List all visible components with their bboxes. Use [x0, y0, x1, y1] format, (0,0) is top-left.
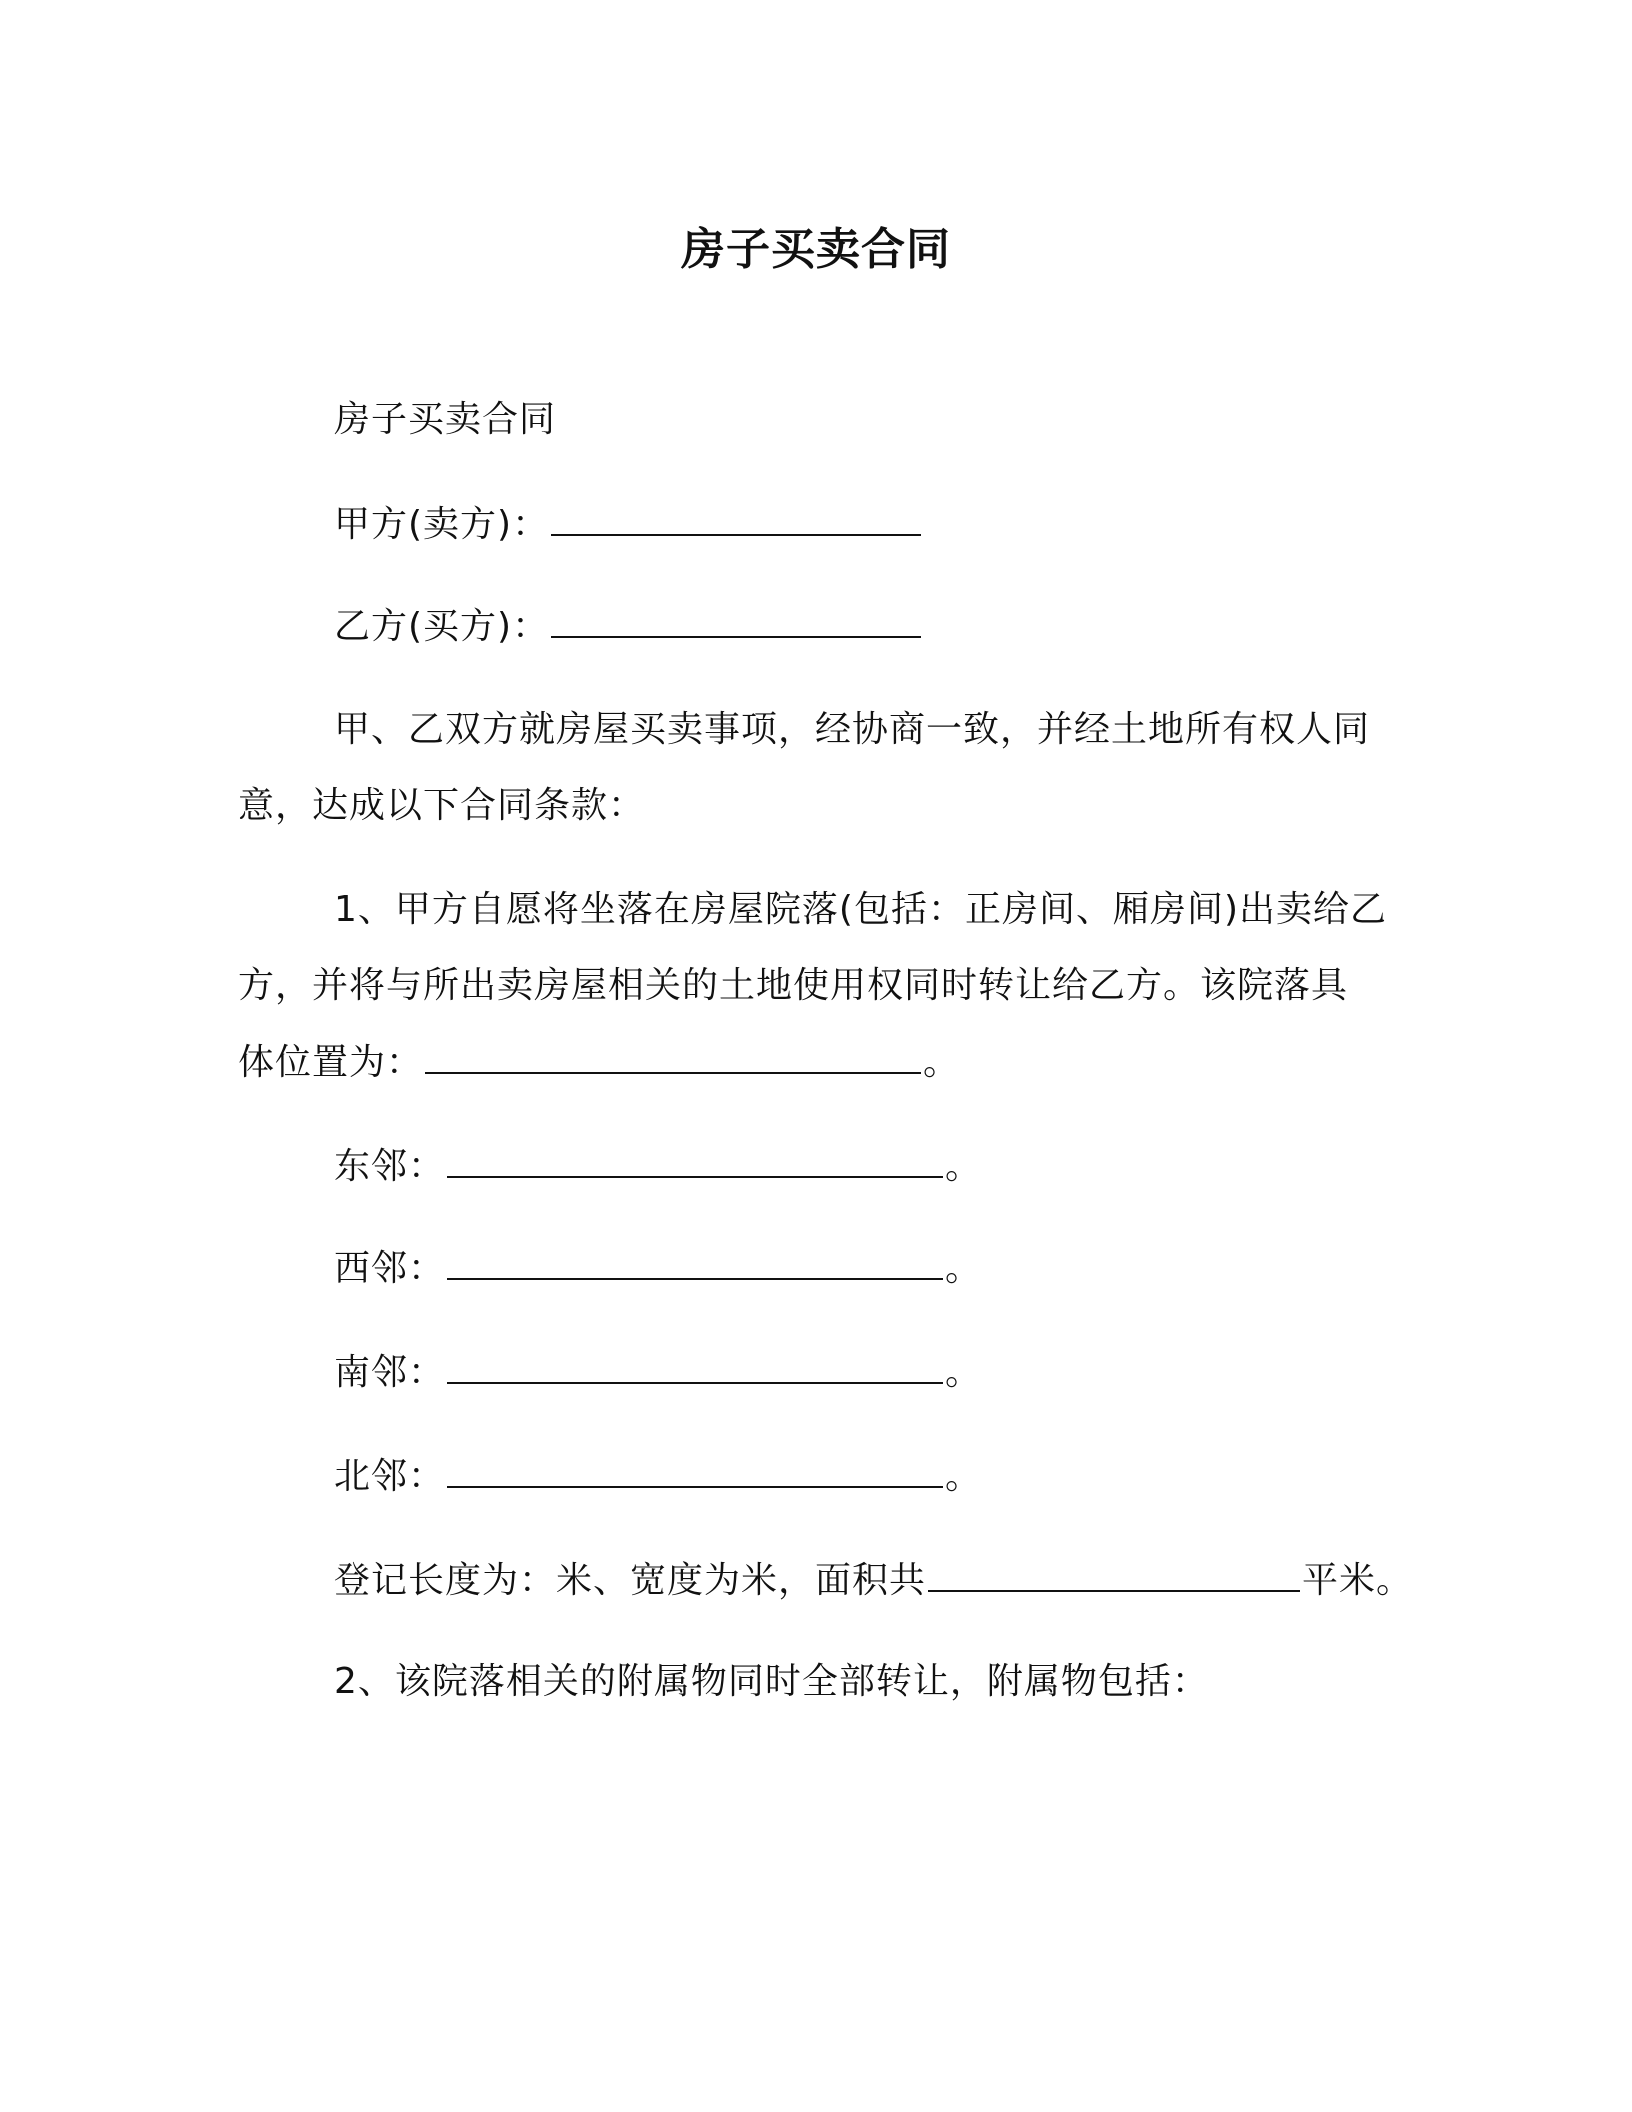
document-subtitle: 房子买卖合同	[334, 399, 557, 440]
north-neighbor-blank[interactable]	[447, 1452, 943, 1488]
west-neighbor-period: 。	[945, 1248, 983, 1289]
east-neighbor-label: 东邻：	[334, 1146, 446, 1187]
area-blank[interactable]	[928, 1556, 1300, 1592]
document-title: 房子买卖合同	[681, 224, 951, 275]
party-a-label: 甲方(卖方)：	[334, 504, 550, 545]
south-neighbor-line	[334, 1348, 982, 1397]
south-neighbor-period: 。	[945, 1352, 983, 1393]
south-neighbor-blank[interactable]	[447, 1348, 943, 1384]
south-neighbor-label: 南邻：	[334, 1352, 446, 1393]
party-a-blank[interactable]	[551, 500, 921, 536]
intro-paragraph-line-1: 甲、乙双方就房屋买卖事项，经协商一致，并经土地所有权人同	[334, 709, 1371, 750]
west-neighbor-blank[interactable]	[447, 1244, 943, 1280]
west-neighbor-label: 西邻：	[334, 1248, 446, 1289]
location-label: 体位置为：	[238, 1042, 424, 1083]
party-b-line	[334, 602, 923, 651]
east-neighbor-period: 。	[945, 1146, 983, 1187]
clause-1-line-2: 方，并将与所出卖房屋相关的土地使用权同时转让给乙方。该院落具	[238, 965, 1349, 1006]
party-b-label: 乙方(买方)：	[334, 606, 550, 647]
area-label: 登记长度为：米、宽度为米，面积共	[334, 1560, 927, 1601]
east-neighbor-blank[interactable]	[447, 1142, 943, 1178]
party-b-blank[interactable]	[551, 602, 921, 638]
north-neighbor-label: 北邻：	[334, 1456, 446, 1497]
west-neighbor-line	[334, 1244, 982, 1293]
north-neighbor-line	[334, 1452, 982, 1501]
party-a-line	[334, 500, 923, 549]
location-blank[interactable]	[425, 1038, 921, 1074]
clause-2-line: 2、该院落相关的附属物同时全部转让，附属物包括：	[334, 1661, 1209, 1702]
east-neighbor-line	[334, 1142, 982, 1191]
area-line	[334, 1556, 1413, 1605]
location-period: 。	[923, 1042, 961, 1083]
clause-1-line-3	[238, 1038, 960, 1087]
clause-1-line-1: 1、甲方自愿将坐落在房屋院落(包括：正房间、厢房间)出卖给乙	[334, 889, 1387, 930]
north-neighbor-period: 。	[945, 1456, 983, 1497]
area-unit: 平米。	[1302, 1560, 1414, 1601]
intro-paragraph-line-2: 意，达成以下合同条款：	[238, 785, 646, 826]
